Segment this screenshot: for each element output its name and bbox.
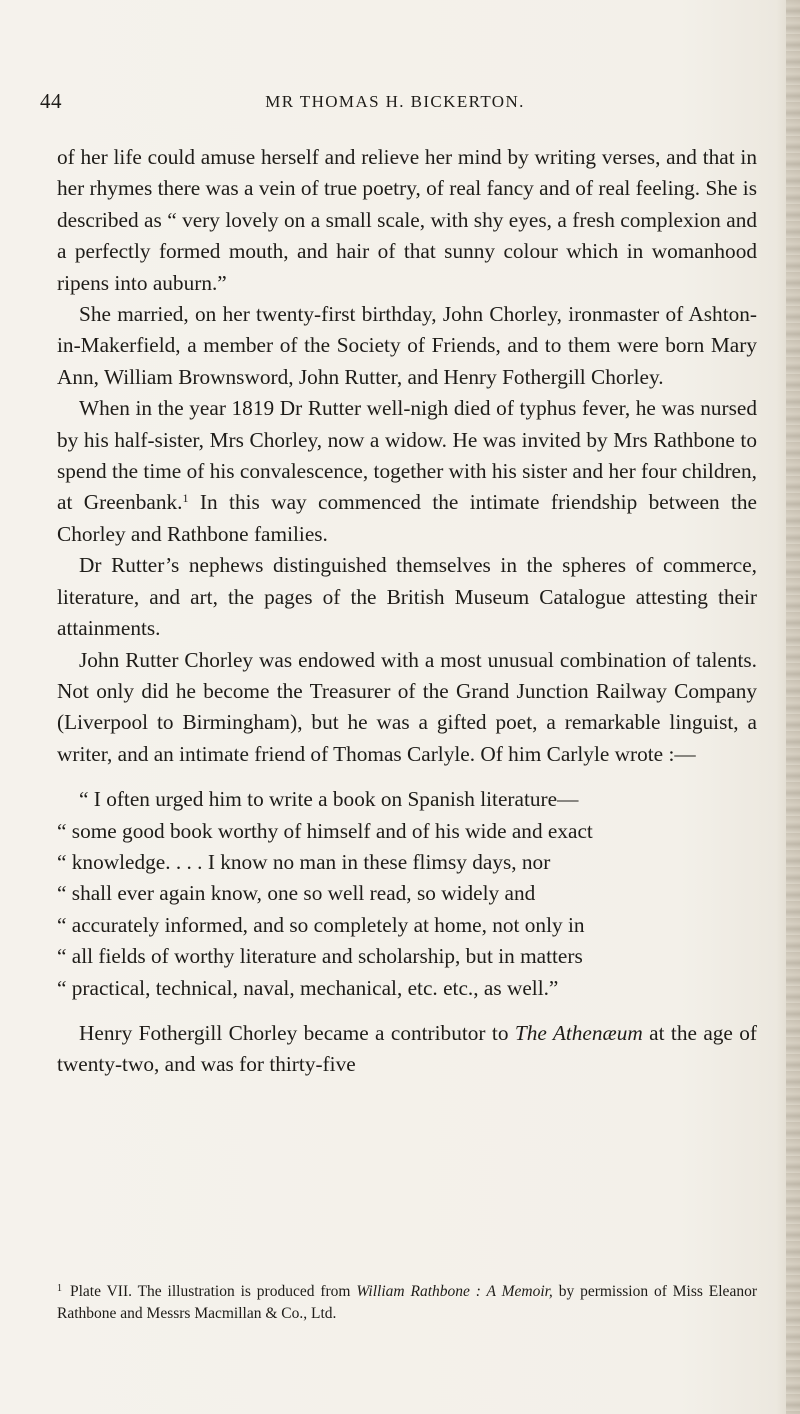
paragraph-henry-fothergill <box>57 1018 757 1081</box>
footnote-text-end: by permission of Miss Eleanor Rathbone and Messrs Macmillan & Co., Ltd. <box>57 1283 757 1322</box>
paragraph-typhus <box>57 393 757 550</box>
footnote-book-title: William Rathbone : A Memoir, <box>356 1283 553 1300</box>
quote-line: “ shall ever again know, one so well read, so widely and <box>57 881 536 906</box>
running-head <box>40 89 740 119</box>
quote-line: “ knowledge. . . . I know no man in these flimsy days, nor <box>57 849 551 874</box>
paragraph-continuation: of her life could amuse herself and relieve her mind by writing verses, and that in her rhymes there was a vein of true poetry, of real fancy and of real feeling. She is described as “ very lovely on a small scale, with shy eyes, a fresh complexion and a perfectly formed mouth, and hair of that sunny colour which in womanhood ripens into auburn.” <box>57 145 757 295</box>
paragraph-typhus-text: When in the year 1819 Dr Rutter well-nigh died of typhus fever, he was nursed by his half-sister, Mrs Chorley, now a widow. He was invited by Mrs Rathbone to spend the time of his convalescence, together with his sister and her four children, at Greenbank. <box>57 396 757 515</box>
journal-title: The Athenæum <box>514 1020 643 1045</box>
paragraph-marriage: She married, on her twenty-first birthday, John Chorley, ironmaster of Ashton-in-Makerfield, a member of the Society of Friends, and to them were born Mary Ann, William Brownsword, John Rutter, and Henry Fothergill Chorley. <box>57 302 757 389</box>
paragraph-nephews: Dr Rutter’s nephews distinguished themselves in the spheres of commerce, literature, and art, the pages of the British Museum Catalogue attesting their attainments. <box>57 553 757 641</box>
carlyle-quote <box>57 784 757 1004</box>
page-number: 44 <box>40 89 62 113</box>
body-text <box>57 142 757 1081</box>
closing-text-end: at the age of twenty-two, and was for thirty-five <box>57 1020 757 1077</box>
footnote <box>57 1278 757 1325</box>
quote-line: “ I often urged him to write a book on Spanish literature— <box>79 787 579 812</box>
footnote-reference: 1 <box>182 491 189 506</box>
footnote-text-start: Plate VII. The illustration is produced from <box>70 1283 357 1300</box>
paragraph-typhus-text-cont: In this way commenced the intimate friendship between the Chorley and Rathbone families. <box>57 490 757 546</box>
closing-text-start: Henry Fothergill Chorley became a contributor to <box>79 1020 515 1045</box>
quote-line: “ some good book worthy of himself and of his wide and exact <box>57 818 593 843</box>
page-edge-shadow <box>786 0 800 1414</box>
quote-line: “ accurately informed, and so completely at home, not only in <box>57 912 585 937</box>
footnote-marker: 1 <box>57 1283 62 1294</box>
running-head-title: MR THOMAS H. BICKERTON. <box>265 92 525 111</box>
quote-line: “ all fields of worthy literature and scholarship, but in matters <box>57 944 583 969</box>
quote-line: “ practical, technical, naval, mechanical, etc. etc., as well.” <box>57 975 559 1000</box>
paragraph-john-rutter: John Rutter Chorley was endowed with a most unusual combination of talents. Not only did he become the Treasurer of the Grand Junction Railway Company (Liverpool to Birmingham), but he was a gifted poet, a remarkable linguist, a writer, and an intimate friend of Thomas Carlyle. Of him Carlyle wrote :— <box>57 647 757 766</box>
